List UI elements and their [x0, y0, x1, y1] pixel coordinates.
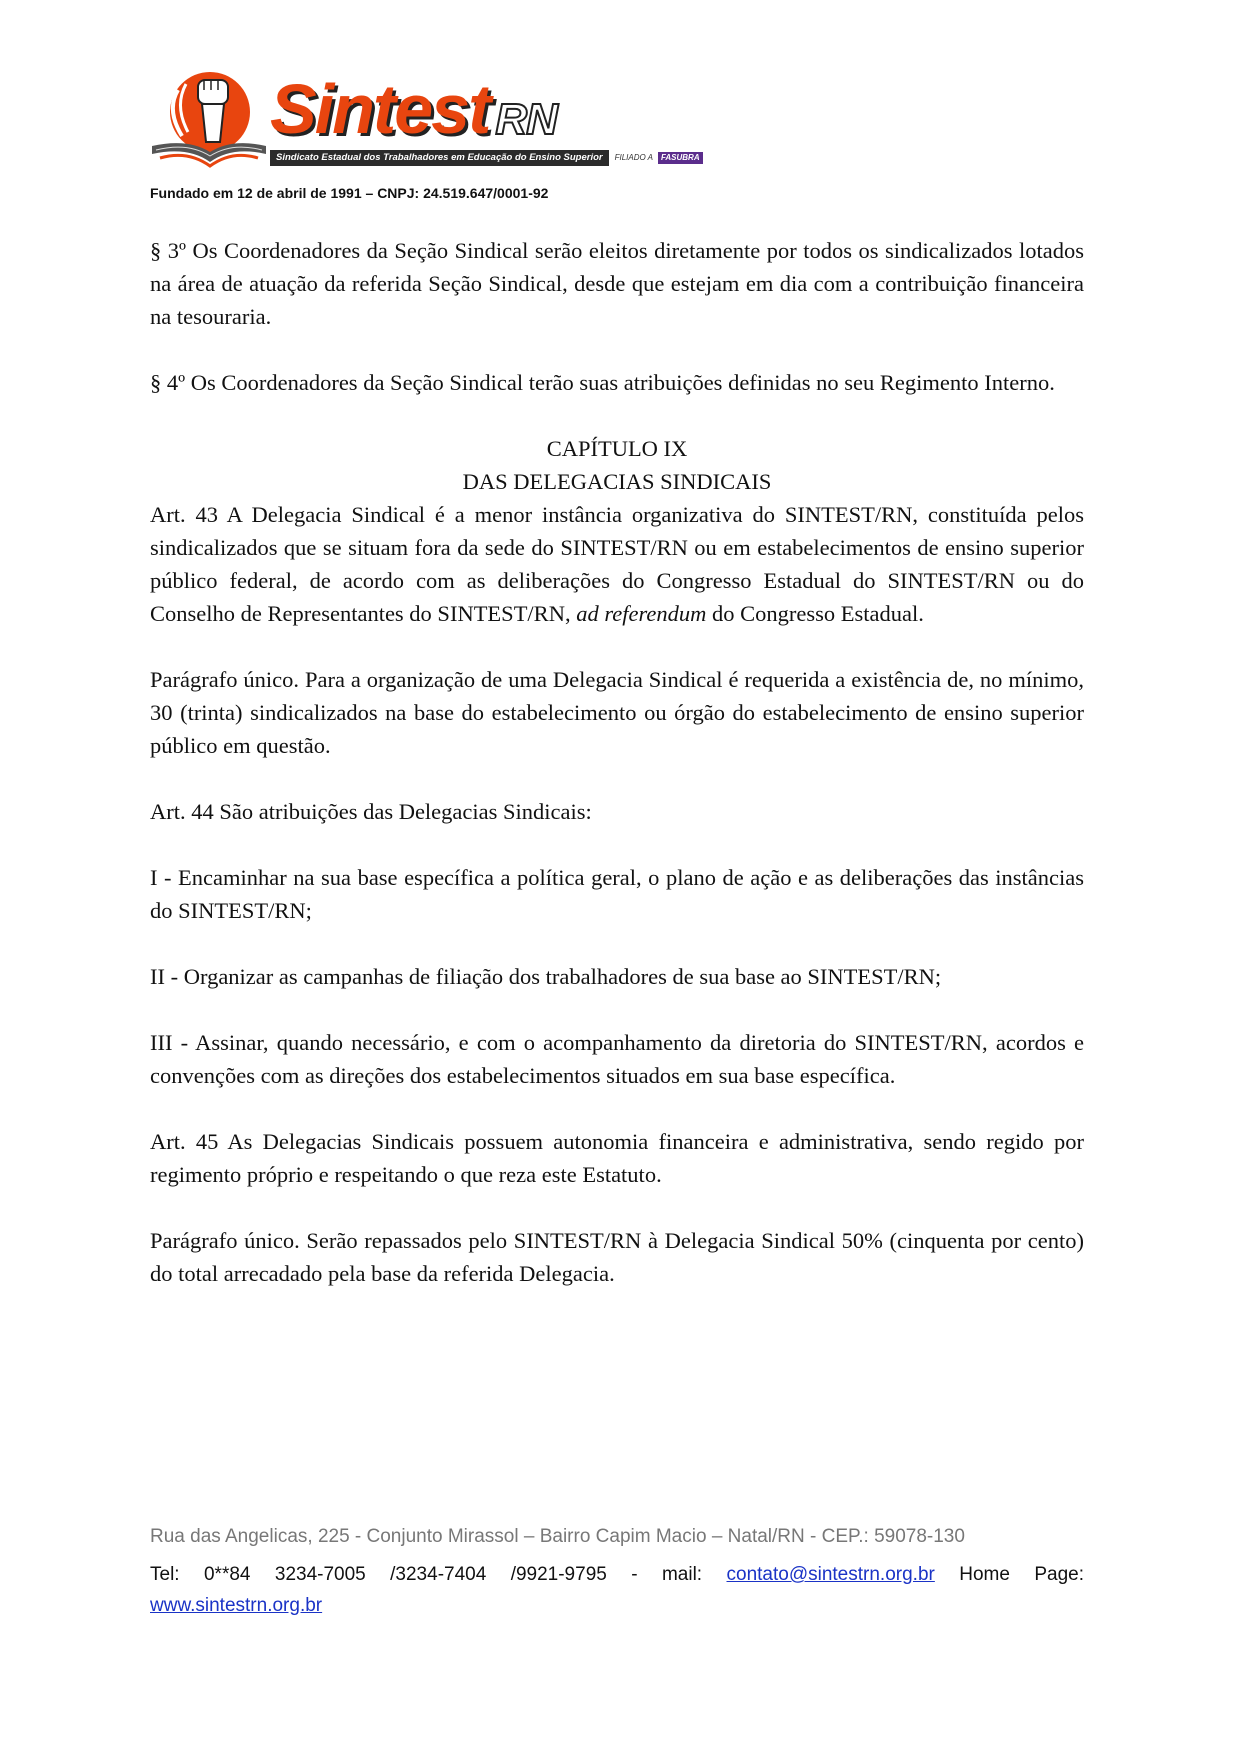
article-44-item-iii: III - Assinar, quando necessário, e com o acompanhamento da diretoria do SINTEST/RN, acordos e convenções com as direções dos estabelecimentos situados em sua base específica. [150, 1030, 1084, 1088]
article-43-sole-paragraph: Parágrafo único. Para a organização de uma Delegacia Sindical é requerida a existência de, no mínimo, 30 (trinta) sindicalizados na base do estabelecimento ou órgão do estabelecimento de ensino superior público em questão. [150, 667, 1084, 758]
logo-wordmark: Sintest [270, 70, 490, 148]
homepage-label: Home Page: [959, 1564, 1084, 1585]
article-45: Art. 45 As Delegacias Sindicais possuem autonomia financeira e administrativa, sendo regido por regimento próprio e respeitando o que reza este Estatuto. [150, 1129, 1084, 1187]
sintest-logo [148, 66, 708, 174]
footer-website [150, 1591, 322, 1620]
logo-title-row [270, 66, 557, 148]
tel-numbers: 0**84 3234-7005 /3234-7404 /9921-9795 - [203, 1564, 638, 1585]
email-link[interactable]: contato@sintestrn.org.br [726, 1564, 935, 1585]
raised-fist-book-emblem-icon [148, 70, 268, 170]
chapter-title: DAS DELEGACIAS SINDICAIS [462, 469, 772, 494]
paragraph-3: § 3º Os Coordenadores da Seção Sindical serão eleitos diretamente por todos os sindicalizados lotados na área de atuação da referida Seção Sindical, desde que estejam em dia com a contribuição financeira na tesouraria. [150, 238, 1084, 329]
logo-affiliation [615, 150, 703, 166]
affiliation-label: FILIADO A [614, 153, 653, 162]
founded-cnpj-line: Fundado em 12 de abril de 1991 – CNPJ: 24.519.647/0001-92 [150, 185, 549, 201]
document-body [150, 234, 1084, 1323]
article-43 [150, 498, 1084, 630]
website-link[interactable]: www.sintestrn.org.br [150, 1595, 323, 1616]
tel-label: Tel: [150, 1564, 180, 1585]
logo-tagline: Sindicato Estadual dos Trabalhadores em Educação do Ensino Superior [270, 150, 609, 166]
article-43-end: do Congresso Estadual. [706, 601, 924, 626]
logo-banner-row [270, 150, 703, 166]
article-44: Art. 44 São atribuições das Delegacias Sindicais: [150, 799, 592, 824]
mail-label: mail: [661, 1564, 703, 1585]
logo-rn-suffix: RN [495, 95, 557, 144]
article-44-item-ii: II - Organizar as campanhas de filiação dos trabalhadores de sua base ao SINTEST/RN; [150, 964, 942, 989]
footer-contact-line [150, 1560, 1084, 1589]
fasubra-badge: FASUBRA [658, 152, 703, 164]
article-44-item-i: I - Encaminhar na sua base específica a política geral, o plano de ação e as deliberações das instâncias do SINTEST/RN; [150, 865, 1084, 923]
article-43-latin-term: ad referendum [576, 601, 707, 626]
article-43-text: Art. 43 A Delegacia Sindical é a menor instância organizativa do SINTEST/RN, constituída pelos sindicalizados que se situam fora da sede do SINTEST/RN ou em estabelecimentos de ensino superior público federal, de acordo com as deliberações do Congresso Estadual do SINTEST/RN ou do Conselho de Representantes do SINTEST/RN, [150, 502, 1084, 626]
article-45-sole-paragraph: Parágrafo único. Serão repassados pelo SINTEST/RN à Delegacia Sindical 50% (cinquenta por cento) do total arrecadado pela base da referida Delegacia. [150, 1228, 1084, 1286]
chapter-number: CAPÍTULO IX [546, 436, 688, 461]
footer-address: Rua das Angelicas, 225 - Conjunto Mirassol – Bairro Capim Macio – Natal/RN - CEP.: 59078-130 [150, 1526, 965, 1547]
paragraph-4: § 4º Os Coordenadores da Seção Sindical terão suas atribuições definidas no seu Regimento Interno. [150, 370, 1055, 395]
